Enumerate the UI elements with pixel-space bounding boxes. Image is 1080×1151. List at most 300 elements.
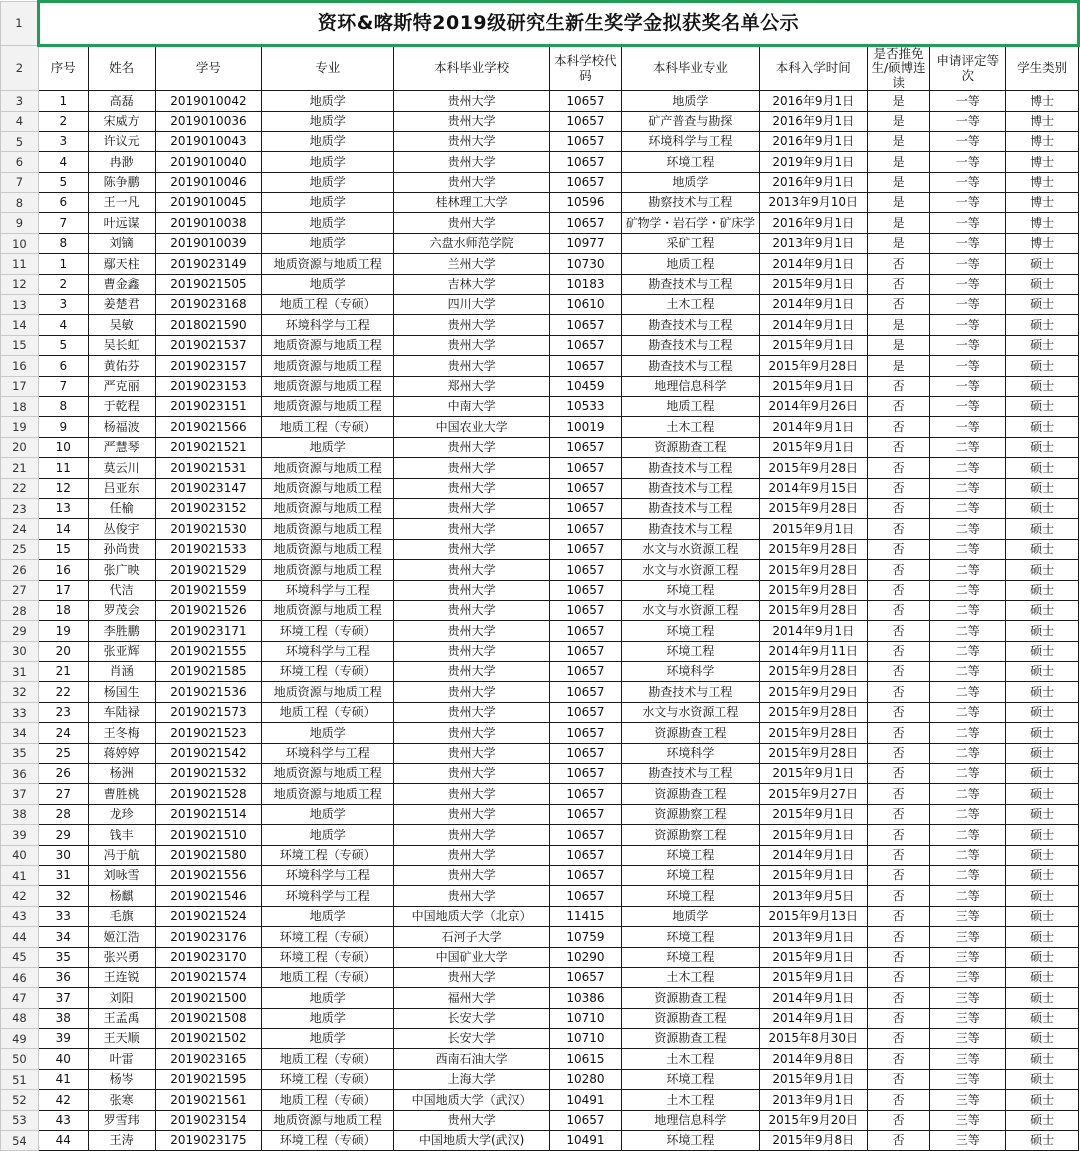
undergrad-school-cell[interactable]: 中国矿业大学 xyxy=(394,947,550,967)
student-type-cell[interactable]: 硕士 xyxy=(1006,967,1079,987)
school-code-cell[interactable]: 10977 xyxy=(550,233,622,253)
award-level-cell[interactable]: 二等 xyxy=(930,498,1006,518)
award-level-cell[interactable]: 三等 xyxy=(930,1110,1006,1130)
seq-cell[interactable]: 8 xyxy=(38,233,88,253)
student-id-cell[interactable]: 2018021590 xyxy=(155,315,262,335)
school-code-cell[interactable]: 10657 xyxy=(550,784,622,804)
major-cell[interactable]: 地质资源与地质工程 xyxy=(262,560,394,580)
undergrad-major-cell[interactable]: 环境科学 xyxy=(621,662,759,682)
row-number[interactable]: 3 xyxy=(1,91,39,111)
enroll-date-cell[interactable]: 2014年9月1日 xyxy=(759,254,867,274)
award-level-cell[interactable]: 一等 xyxy=(930,172,1006,192)
recommended-cell[interactable]: 否 xyxy=(867,784,930,804)
major-cell[interactable]: 地质学 xyxy=(262,172,394,192)
major-cell[interactable]: 地质学 xyxy=(262,111,394,131)
undergrad-school-cell[interactable]: 贵州大学 xyxy=(394,539,550,559)
undergrad-major-cell[interactable]: 地质工程 xyxy=(621,396,759,416)
name-cell[interactable]: 张广映 xyxy=(88,560,155,580)
enroll-date-cell[interactable]: 2015年9月28日 xyxy=(759,560,867,580)
undergrad-major-cell[interactable]: 勘查技术与工程 xyxy=(621,498,759,518)
name-cell[interactable]: 吴敏 xyxy=(88,315,155,335)
enroll-date-cell[interactable]: 2014年9月15日 xyxy=(759,478,867,498)
major-cell[interactable]: 地质学 xyxy=(262,193,394,213)
student-id-cell[interactable]: 2019010045 xyxy=(155,193,262,213)
major-cell[interactable]: 地质资源与地质工程 xyxy=(262,458,394,478)
award-level-cell[interactable]: 一等 xyxy=(930,213,1006,233)
major-cell[interactable]: 地质资源与地质工程 xyxy=(262,600,394,620)
undergrad-major-cell[interactable]: 环境工程 xyxy=(621,886,759,906)
award-level-cell[interactable]: 二等 xyxy=(930,702,1006,722)
school-code-cell[interactable]: 10657 xyxy=(550,641,622,661)
enroll-date-cell[interactable]: 2016年9月1日 xyxy=(759,91,867,111)
row-number[interactable]: 2 xyxy=(1,46,39,91)
award-level-cell[interactable]: 三等 xyxy=(930,1069,1006,1089)
enroll-date-cell[interactable]: 2015年9月29日 xyxy=(759,682,867,702)
enroll-date-cell[interactable]: 2014年9月11日 xyxy=(759,641,867,661)
row-number[interactable]: 19 xyxy=(1,417,39,437)
undergrad-school-cell[interactable]: 贵州大学 xyxy=(394,865,550,885)
row-number[interactable]: 22 xyxy=(1,478,39,498)
undergrad-school-cell[interactable]: 中国地质大学（武汉） xyxy=(394,1090,550,1110)
seq-cell[interactable]: 14 xyxy=(38,519,88,539)
row-number[interactable]: 47 xyxy=(1,988,39,1008)
row-number[interactable]: 18 xyxy=(1,396,39,416)
name-cell[interactable]: 孙尚贵 xyxy=(88,539,155,559)
undergrad-school-cell[interactable]: 中南大学 xyxy=(394,396,550,416)
school-code-cell[interactable]: 10759 xyxy=(550,927,622,947)
recommended-cell[interactable]: 否 xyxy=(867,988,930,1008)
row-number[interactable]: 42 xyxy=(1,886,39,906)
undergrad-school-cell[interactable]: 桂林理工大学 xyxy=(394,193,550,213)
enroll-date-cell[interactable]: 2015年9月28日 xyxy=(759,458,867,478)
enroll-date-cell[interactable]: 2016年9月1日 xyxy=(759,111,867,131)
recommended-cell[interactable]: 是 xyxy=(867,111,930,131)
major-cell[interactable]: 地质工程（专硕） xyxy=(262,295,394,315)
name-cell[interactable]: 王连锐 xyxy=(88,967,155,987)
student-id-cell[interactable]: 2019021537 xyxy=(155,335,262,355)
undergrad-major-cell[interactable]: 环境工程 xyxy=(621,845,759,865)
award-level-cell[interactable]: 二等 xyxy=(930,825,1006,845)
row-number[interactable]: 29 xyxy=(1,621,39,641)
school-code-cell[interactable]: 10657 xyxy=(550,600,622,620)
major-cell[interactable]: 地质学 xyxy=(262,1029,394,1049)
recommended-cell[interactable]: 否 xyxy=(867,1049,930,1069)
undergrad-major-cell[interactable]: 资源勘查工程 xyxy=(621,1008,759,1028)
enroll-date-cell[interactable]: 2014年9月26日 xyxy=(759,396,867,416)
recommended-cell[interactable]: 否 xyxy=(867,1131,930,1151)
undergrad-school-cell[interactable]: 西南石油大学 xyxy=(394,1049,550,1069)
row-number[interactable]: 23 xyxy=(1,498,39,518)
undergrad-major-cell[interactable]: 环境科学与工程 xyxy=(621,131,759,151)
student-id-cell[interactable]: 2019010040 xyxy=(155,152,262,172)
name-cell[interactable]: 丛俊宇 xyxy=(88,519,155,539)
enroll-date-cell[interactable]: 2014年9月1日 xyxy=(759,315,867,335)
recommended-cell[interactable]: 否 xyxy=(867,825,930,845)
recommended-cell[interactable]: 否 xyxy=(867,539,930,559)
award-level-cell[interactable]: 二等 xyxy=(930,784,1006,804)
student-type-cell[interactable]: 硕士 xyxy=(1006,906,1079,926)
name-cell[interactable]: 王一凡 xyxy=(88,193,155,213)
undergrad-school-cell[interactable]: 中国地质大学（北京） xyxy=(394,906,550,926)
award-level-cell[interactable]: 三等 xyxy=(930,988,1006,1008)
row-number[interactable]: 8 xyxy=(1,193,39,213)
student-type-cell[interactable]: 硕士 xyxy=(1006,886,1079,906)
student-id-cell[interactable]: 2019021561 xyxy=(155,1090,262,1110)
student-id-cell[interactable]: 2019021566 xyxy=(155,417,262,437)
seq-cell[interactable]: 39 xyxy=(38,1029,88,1049)
undergrad-school-cell[interactable]: 贵州大学 xyxy=(394,662,550,682)
major-cell[interactable]: 环境工程（专硕） xyxy=(262,662,394,682)
seq-cell[interactable]: 17 xyxy=(38,580,88,600)
undergrad-school-cell[interactable]: 贵州大学 xyxy=(394,519,550,539)
undergrad-major-cell[interactable]: 地理信息科学 xyxy=(621,1110,759,1130)
recommended-cell[interactable]: 否 xyxy=(867,478,930,498)
name-cell[interactable]: 毛旗 xyxy=(88,906,155,926)
header-enroll-date[interactable]: 本科入学时间 xyxy=(759,46,867,91)
major-cell[interactable]: 环境科学与工程 xyxy=(262,743,394,763)
seq-cell[interactable]: 9 xyxy=(38,417,88,437)
student-id-cell[interactable]: 2019021500 xyxy=(155,988,262,1008)
undergrad-major-cell[interactable]: 环境工程 xyxy=(621,1131,759,1151)
enroll-date-cell[interactable]: 2015年9月28日 xyxy=(759,743,867,763)
name-cell[interactable]: 叶远谋 xyxy=(88,213,155,233)
undergrad-major-cell[interactable]: 资源勘察工程 xyxy=(621,825,759,845)
name-cell[interactable]: 高磊 xyxy=(88,91,155,111)
enroll-date-cell[interactable]: 2019年9月1日 xyxy=(759,152,867,172)
student-id-cell[interactable]: 2019021526 xyxy=(155,600,262,620)
seq-cell[interactable]: 13 xyxy=(38,498,88,518)
row-number[interactable]: 51 xyxy=(1,1069,39,1089)
enroll-date-cell[interactable]: 2015年9月1日 xyxy=(759,274,867,294)
school-code-cell[interactable]: 10710 xyxy=(550,1029,622,1049)
school-code-cell[interactable]: 10657 xyxy=(550,437,622,457)
student-id-cell[interactable]: 2019010046 xyxy=(155,172,262,192)
name-cell[interactable]: 杨国生 xyxy=(88,682,155,702)
row-number[interactable]: 41 xyxy=(1,865,39,885)
undergrad-major-cell[interactable]: 环境工程 xyxy=(621,621,759,641)
undergrad-school-cell[interactable]: 贵州大学 xyxy=(394,723,550,743)
award-level-cell[interactable]: 一等 xyxy=(930,376,1006,396)
undergrad-major-cell[interactable]: 环境工程 xyxy=(621,1069,759,1089)
header-recommended[interactable]: 是否推免生/硕博连读 xyxy=(867,46,930,91)
row-number[interactable]: 36 xyxy=(1,764,39,784)
student-id-cell[interactable]: 2019021505 xyxy=(155,274,262,294)
name-cell[interactable]: 杨岑 xyxy=(88,1069,155,1089)
seq-cell[interactable]: 20 xyxy=(38,641,88,661)
award-level-cell[interactable]: 二等 xyxy=(930,539,1006,559)
row-number[interactable]: 28 xyxy=(1,600,39,620)
major-cell[interactable]: 地质资源与地质工程 xyxy=(262,498,394,518)
award-level-cell[interactable]: 一等 xyxy=(930,335,1006,355)
undergrad-school-cell[interactable]: 贵州大学 xyxy=(394,213,550,233)
name-cell[interactable]: 冯于航 xyxy=(88,845,155,865)
school-code-cell[interactable]: 10657 xyxy=(550,131,622,151)
student-type-cell[interactable]: 硕士 xyxy=(1006,804,1079,824)
school-code-cell[interactable]: 10657 xyxy=(550,662,622,682)
student-id-cell[interactable]: 2019021508 xyxy=(155,1008,262,1028)
student-id-cell[interactable]: 2019010042 xyxy=(155,91,262,111)
major-cell[interactable]: 地质学 xyxy=(262,988,394,1008)
recommended-cell[interactable]: 否 xyxy=(867,498,930,518)
seq-cell[interactable]: 31 xyxy=(38,865,88,885)
student-type-cell[interactable]: 硕士 xyxy=(1006,519,1079,539)
major-cell[interactable]: 环境科学与工程 xyxy=(262,315,394,335)
row-number[interactable]: 1 xyxy=(1,2,39,46)
row-number[interactable]: 24 xyxy=(1,519,39,539)
seq-cell[interactable]: 12 xyxy=(38,478,88,498)
name-cell[interactable]: 冉渺 xyxy=(88,152,155,172)
row-number[interactable]: 32 xyxy=(1,682,39,702)
enroll-date-cell[interactable]: 2015年9月1日 xyxy=(759,335,867,355)
award-level-cell[interactable]: 二等 xyxy=(930,804,1006,824)
recommended-cell[interactable]: 是 xyxy=(867,315,930,335)
row-number[interactable]: 11 xyxy=(1,254,39,274)
name-cell[interactable]: 曹金鑫 xyxy=(88,274,155,294)
major-cell[interactable]: 地质工程（专硕） xyxy=(262,1090,394,1110)
undergrad-school-cell[interactable]: 贵州大学 xyxy=(394,478,550,498)
undergrad-school-cell[interactable]: 贵州大学 xyxy=(394,560,550,580)
school-code-cell[interactable]: 10730 xyxy=(550,254,622,274)
award-level-cell[interactable]: 三等 xyxy=(930,1008,1006,1028)
school-code-cell[interactable]: 10290 xyxy=(550,947,622,967)
enroll-date-cell[interactable]: 2015年9月1日 xyxy=(759,519,867,539)
student-type-cell[interactable]: 博士 xyxy=(1006,233,1079,253)
undergrad-school-cell[interactable]: 吉林大学 xyxy=(394,274,550,294)
undergrad-school-cell[interactable]: 贵州大学 xyxy=(394,784,550,804)
major-cell[interactable]: 地质资源与地质工程 xyxy=(262,1110,394,1130)
name-cell[interactable]: 罗雪玮 xyxy=(88,1110,155,1130)
undergrad-school-cell[interactable]: 贵州大学 xyxy=(394,621,550,641)
enroll-date-cell[interactable]: 2016年9月1日 xyxy=(759,213,867,233)
undergrad-school-cell[interactable]: 贵州大学 xyxy=(394,764,550,784)
school-code-cell[interactable]: 10657 xyxy=(550,478,622,498)
undergrad-school-cell[interactable]: 福州大学 xyxy=(394,988,550,1008)
name-cell[interactable]: 曹胜桃 xyxy=(88,784,155,804)
student-id-cell[interactable]: 2019023153 xyxy=(155,376,262,396)
seq-cell[interactable]: 32 xyxy=(38,886,88,906)
student-id-cell[interactable]: 2019023170 xyxy=(155,947,262,967)
row-number[interactable]: 9 xyxy=(1,213,39,233)
undergrad-major-cell[interactable]: 地质工程 xyxy=(621,254,759,274)
recommended-cell[interactable]: 是 xyxy=(867,172,930,192)
student-id-cell[interactable]: 2019021529 xyxy=(155,560,262,580)
student-id-cell[interactable]: 2019021559 xyxy=(155,580,262,600)
major-cell[interactable]: 地质学 xyxy=(262,91,394,111)
recommended-cell[interactable]: 否 xyxy=(867,662,930,682)
major-cell[interactable]: 环境工程（专硕） xyxy=(262,621,394,641)
seq-cell[interactable]: 8 xyxy=(38,396,88,416)
recommended-cell[interactable]: 否 xyxy=(867,641,930,661)
award-level-cell[interactable]: 三等 xyxy=(930,1090,1006,1110)
row-number[interactable]: 45 xyxy=(1,947,39,967)
row-number[interactable]: 13 xyxy=(1,295,39,315)
student-type-cell[interactable]: 硕士 xyxy=(1006,764,1079,784)
undergrad-major-cell[interactable]: 水文与水资源工程 xyxy=(621,560,759,580)
student-type-cell[interactable]: 硕士 xyxy=(1006,947,1079,967)
student-type-cell[interactable]: 硕士 xyxy=(1006,396,1079,416)
undergrad-major-cell[interactable]: 资源勘查工程 xyxy=(621,988,759,1008)
row-number[interactable]: 26 xyxy=(1,560,39,580)
recommended-cell[interactable]: 否 xyxy=(867,927,930,947)
name-cell[interactable]: 刘阳 xyxy=(88,988,155,1008)
undergrad-major-cell[interactable]: 矿物学・岩石学・矿床学 xyxy=(621,213,759,233)
major-cell[interactable]: 环境科学与工程 xyxy=(262,580,394,600)
student-id-cell[interactable]: 2019021573 xyxy=(155,702,262,722)
school-code-cell[interactable]: 10657 xyxy=(550,172,622,192)
school-code-cell[interactable]: 10657 xyxy=(550,498,622,518)
major-cell[interactable]: 地质资源与地质工程 xyxy=(262,254,394,274)
header-school-code[interactable]: 本科学校代码 xyxy=(550,46,622,91)
student-id-cell[interactable]: 2019021510 xyxy=(155,825,262,845)
student-type-cell[interactable]: 硕士 xyxy=(1006,1069,1079,1089)
award-level-cell[interactable]: 一等 xyxy=(930,295,1006,315)
enroll-date-cell[interactable]: 2015年9月28日 xyxy=(759,356,867,376)
award-level-cell[interactable]: 一等 xyxy=(930,274,1006,294)
seq-cell[interactable]: 22 xyxy=(38,682,88,702)
recommended-cell[interactable]: 否 xyxy=(867,1069,930,1089)
award-level-cell[interactable]: 二等 xyxy=(930,743,1006,763)
student-type-cell[interactable]: 硕士 xyxy=(1006,723,1079,743)
recommended-cell[interactable]: 是 xyxy=(867,91,930,111)
school-code-cell[interactable]: 10657 xyxy=(550,356,622,376)
student-id-cell[interactable]: 2019023151 xyxy=(155,396,262,416)
student-type-cell[interactable]: 硕士 xyxy=(1006,437,1079,457)
recommended-cell[interactable]: 否 xyxy=(867,396,930,416)
enroll-date-cell[interactable]: 2014年9月1日 xyxy=(759,417,867,437)
seq-cell[interactable]: 2 xyxy=(38,274,88,294)
enroll-date-cell[interactable]: 2015年9月27日 xyxy=(759,784,867,804)
student-id-cell[interactable]: 2019023175 xyxy=(155,1131,262,1151)
student-type-cell[interactable]: 硕士 xyxy=(1006,865,1079,885)
school-code-cell[interactable]: 10657 xyxy=(550,315,622,335)
recommended-cell[interactable]: 否 xyxy=(867,702,930,722)
student-id-cell[interactable]: 2019023176 xyxy=(155,927,262,947)
major-cell[interactable]: 地质资源与地质工程 xyxy=(262,539,394,559)
student-type-cell[interactable]: 博士 xyxy=(1006,131,1079,151)
row-number[interactable]: 6 xyxy=(1,152,39,172)
name-cell[interactable]: 许议元 xyxy=(88,131,155,151)
major-cell[interactable]: 地质工程（专硕） xyxy=(262,1049,394,1069)
undergrad-major-cell[interactable]: 勘查技术与工程 xyxy=(621,682,759,702)
recommended-cell[interactable]: 否 xyxy=(867,947,930,967)
school-code-cell[interactable]: 10657 xyxy=(550,335,622,355)
seq-cell[interactable]: 19 xyxy=(38,621,88,641)
undergrad-major-cell[interactable]: 勘查技术与工程 xyxy=(621,274,759,294)
name-cell[interactable]: 王天顺 xyxy=(88,1029,155,1049)
student-id-cell[interactable]: 2019010039 xyxy=(155,233,262,253)
undergrad-school-cell[interactable]: 四川大学 xyxy=(394,295,550,315)
seq-cell[interactable]: 29 xyxy=(38,825,88,845)
recommended-cell[interactable]: 是 xyxy=(867,193,930,213)
student-type-cell[interactable]: 硕士 xyxy=(1006,825,1079,845)
major-cell[interactable]: 地质资源与地质工程 xyxy=(262,478,394,498)
award-level-cell[interactable]: 二等 xyxy=(930,458,1006,478)
school-code-cell[interactable]: 10657 xyxy=(550,152,622,172)
award-level-cell[interactable]: 一等 xyxy=(930,356,1006,376)
row-number[interactable]: 49 xyxy=(1,1029,39,1049)
row-number[interactable]: 14 xyxy=(1,315,39,335)
school-code-cell[interactable]: 10657 xyxy=(550,682,622,702)
row-number[interactable]: 38 xyxy=(1,804,39,824)
major-cell[interactable]: 地质资源与地质工程 xyxy=(262,682,394,702)
name-cell[interactable]: 姬江浩 xyxy=(88,927,155,947)
name-cell[interactable]: 杨福波 xyxy=(88,417,155,437)
row-number[interactable]: 40 xyxy=(1,845,39,865)
major-cell[interactable]: 环境工程（专硕） xyxy=(262,947,394,967)
row-number[interactable]: 46 xyxy=(1,967,39,987)
recommended-cell[interactable]: 否 xyxy=(867,376,930,396)
row-number[interactable]: 35 xyxy=(1,743,39,763)
award-level-cell[interactable]: 一等 xyxy=(930,315,1006,335)
seq-cell[interactable]: 41 xyxy=(38,1069,88,1089)
award-level-cell[interactable]: 二等 xyxy=(930,560,1006,580)
undergrad-major-cell[interactable]: 勘查技术与工程 xyxy=(621,315,759,335)
award-level-cell[interactable]: 二等 xyxy=(930,662,1006,682)
seq-cell[interactable]: 7 xyxy=(38,213,88,233)
award-level-cell[interactable]: 一等 xyxy=(930,111,1006,131)
award-level-cell[interactable]: 一等 xyxy=(930,131,1006,151)
undergrad-major-cell[interactable]: 勘查技术与工程 xyxy=(621,335,759,355)
major-cell[interactable]: 环境工程（专硕） xyxy=(262,927,394,947)
recommended-cell[interactable]: 否 xyxy=(867,764,930,784)
student-type-cell[interactable]: 硕士 xyxy=(1006,1008,1079,1028)
undergrad-school-cell[interactable]: 贵州大学 xyxy=(394,682,550,702)
undergrad-school-cell[interactable]: 贵州大学 xyxy=(394,804,550,824)
student-id-cell[interactable]: 2019021542 xyxy=(155,743,262,763)
award-level-cell[interactable]: 一等 xyxy=(930,233,1006,253)
name-cell[interactable]: 李胜鹏 xyxy=(88,621,155,641)
row-number[interactable]: 54 xyxy=(1,1131,39,1151)
major-cell[interactable]: 环境科学与工程 xyxy=(262,886,394,906)
award-level-cell[interactable]: 一等 xyxy=(930,193,1006,213)
student-type-cell[interactable]: 硕士 xyxy=(1006,417,1079,437)
student-type-cell[interactable]: 硕士 xyxy=(1006,1049,1079,1069)
seq-cell[interactable]: 43 xyxy=(38,1110,88,1130)
seq-cell[interactable]: 1 xyxy=(38,254,88,274)
enroll-date-cell[interactable]: 2014年9月1日 xyxy=(759,621,867,641)
enroll-date-cell[interactable]: 2015年9月1日 xyxy=(759,865,867,885)
name-cell[interactable]: 宋威方 xyxy=(88,111,155,131)
undergrad-school-cell[interactable]: 贵州大学 xyxy=(394,131,550,151)
seq-cell[interactable]: 11 xyxy=(38,458,88,478)
undergrad-school-cell[interactable]: 贵州大学 xyxy=(394,1110,550,1130)
recommended-cell[interactable]: 否 xyxy=(867,1029,930,1049)
school-code-cell[interactable]: 10280 xyxy=(550,1069,622,1089)
name-cell[interactable]: 张寒 xyxy=(88,1090,155,1110)
name-cell[interactable]: 陈争鹏 xyxy=(88,172,155,192)
student-type-cell[interactable]: 硕士 xyxy=(1006,498,1079,518)
student-id-cell[interactable]: 2019021546 xyxy=(155,886,262,906)
student-type-cell[interactable]: 硕士 xyxy=(1006,335,1079,355)
award-level-cell[interactable]: 一等 xyxy=(930,254,1006,274)
undergrad-major-cell[interactable]: 地质学 xyxy=(621,91,759,111)
student-type-cell[interactable]: 硕士 xyxy=(1006,254,1079,274)
major-cell[interactable]: 地质学 xyxy=(262,804,394,824)
student-type-cell[interactable]: 硕士 xyxy=(1006,539,1079,559)
student-type-cell[interactable]: 硕士 xyxy=(1006,1090,1079,1110)
header-undergrad-school[interactable]: 本科毕业学校 xyxy=(394,46,550,91)
enroll-date-cell[interactable]: 2013年9月5日 xyxy=(759,886,867,906)
enroll-date-cell[interactable]: 2015年9月1日 xyxy=(759,1069,867,1089)
major-cell[interactable]: 环境工程（专硕） xyxy=(262,1069,394,1089)
student-type-cell[interactable]: 博士 xyxy=(1006,111,1079,131)
student-type-cell[interactable]: 硕士 xyxy=(1006,743,1079,763)
name-cell[interactable]: 莫云川 xyxy=(88,458,155,478)
enroll-date-cell[interactable]: 2014年9月1日 xyxy=(759,845,867,865)
undergrad-major-cell[interactable]: 环境工程 xyxy=(621,865,759,885)
student-type-cell[interactable]: 硕士 xyxy=(1006,356,1079,376)
school-code-cell[interactable]: 10657 xyxy=(550,1110,622,1130)
